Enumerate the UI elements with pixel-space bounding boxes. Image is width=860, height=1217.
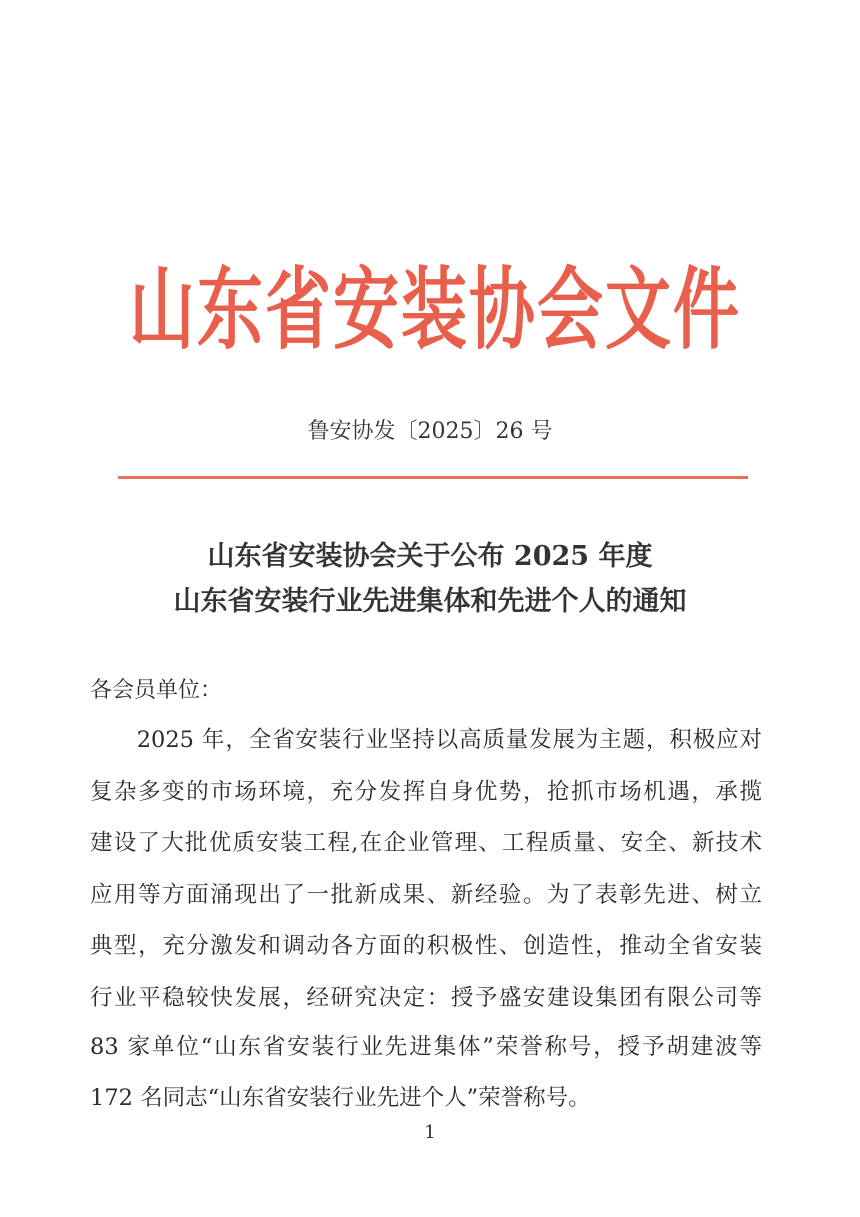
body-line: 83 家单位“山东省安装行业先进集体”荣誉称号，授予胡建波等 xyxy=(90,1034,762,1060)
body-line: 典型，充分激发和调动各方面的积极性、创造性，推动全省安装 xyxy=(90,933,762,959)
red-divider xyxy=(118,476,748,479)
notice-title-line-1: 山东省安装协会关于公布 2025 年度 xyxy=(207,541,653,572)
body-line: 行业平稳较快发展，经研究决定：授予盛安建设集团有限公司等 xyxy=(90,985,762,1011)
body-line: 建设了大批优质安装工程,在企业管理、工程质量、安全、新技术 xyxy=(90,830,762,856)
document-number: 鲁安协发〔2025〕26 号 xyxy=(307,419,553,444)
body-line: 复杂多变的市场环境，充分发挥自身优势，抢抓市场机遇，承揽 xyxy=(90,779,762,805)
salutation: 各会员单位： xyxy=(90,678,223,703)
body-line: 2025 年，全省安装行业坚持以高质量发展为主题，积极应对 xyxy=(90,727,762,753)
document-header-title: 山东省安装协会文件 xyxy=(129,258,741,363)
body-line: 应用等方面涌现出了一批新成果、新经验。为了表彰先进、树立 xyxy=(90,882,762,908)
body-line: 172 名同志“山东省安装行业先进个人”荣誉称号。 xyxy=(90,1085,591,1111)
page-number: 1 xyxy=(424,1122,436,1143)
notice-title-line-2: 山东省安装行业先进集体和先进个人的通知 xyxy=(173,586,687,617)
